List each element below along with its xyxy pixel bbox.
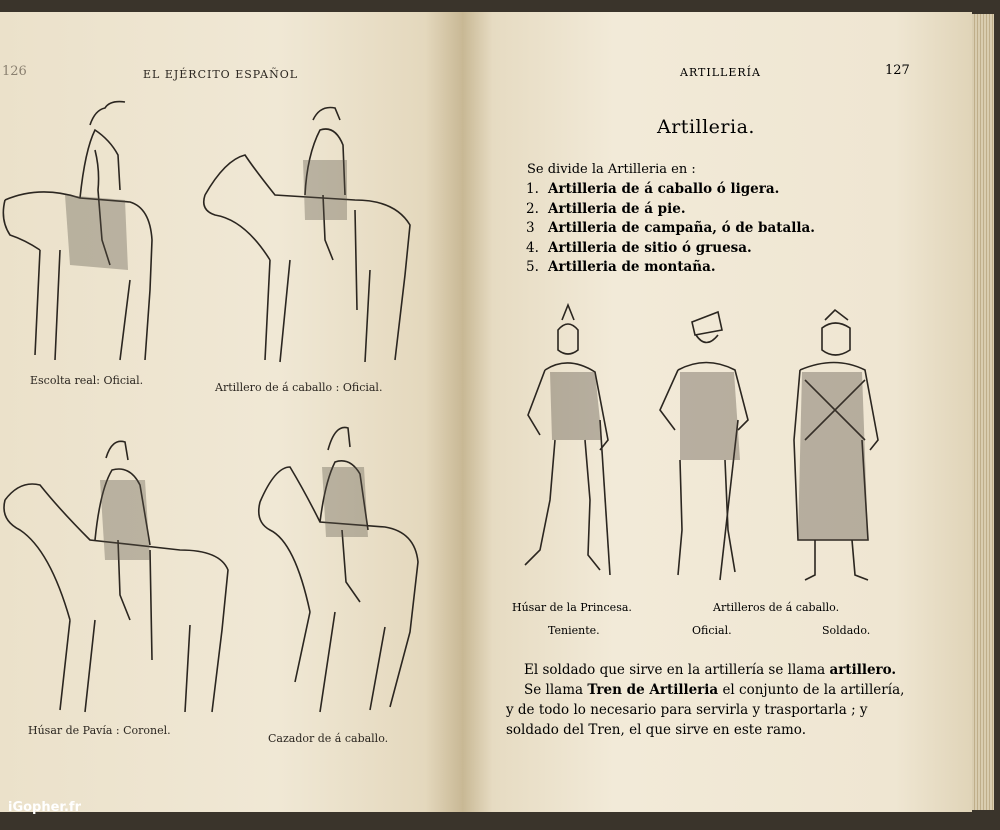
paragraph-tren <box>506 680 916 740</box>
term-tren-artilleria: Tren de Artilleria <box>587 682 719 698</box>
left-page <box>0 12 462 812</box>
artillery-types-list <box>526 180 815 278</box>
illustration-husar-pavia <box>0 420 235 720</box>
caption-teniente: Teniente. <box>548 624 600 637</box>
paragraph-artillero <box>506 660 916 680</box>
caption-oficial: Oficial. <box>692 624 732 637</box>
term-artillero: artillero. <box>829 662 897 678</box>
list-item-text: Artilleria de á pie. <box>548 200 686 217</box>
caption-artilleros-caballo: Artilleros de á caballo. <box>713 601 840 614</box>
section-title: Artilleria. <box>657 116 755 138</box>
caption-husar-pavia: Húsar de Pavía : Coronel. <box>28 724 171 737</box>
body-text <box>506 660 916 740</box>
illustration-standing-soldiers <box>510 300 890 590</box>
list-item-number: 3 <box>526 220 535 236</box>
paragraph-text: el conjunto de la artillería, y de todo lo necesario para servirla y trasportarla ; y soldado del Tren, el que sirve en este ramo. <box>506 682 905 738</box>
caption-soldado: Soldado. <box>822 624 871 637</box>
page-number-left: 126 <box>2 64 27 79</box>
paragraph-text: El soldado que sirve en la artillería se llama <box>524 662 830 678</box>
caption-cazador-caballo: Cazador de á caballo. <box>268 732 389 745</box>
list-item <box>526 219 815 239</box>
watermark: iGopher.fr <box>8 800 81 815</box>
list-item <box>526 180 815 200</box>
page-edges <box>972 14 994 810</box>
list-item-number: 4. <box>526 239 539 256</box>
intro-text: Se divide la Artilleria en : <box>527 162 696 177</box>
caption-escolta-real: Escolta real: Oficial. <box>30 374 144 387</box>
list-item <box>526 239 815 259</box>
list-item <box>526 200 815 220</box>
list-item-text: Artilleria de campaña, ó de batalla. <box>548 220 815 236</box>
list-item-number: 2. <box>526 200 539 217</box>
illustration-escolta-real <box>0 90 175 375</box>
paragraph-text: Se llama <box>524 682 588 698</box>
page-number-right: 127 <box>885 63 910 78</box>
list-item <box>526 258 815 278</box>
running-header-left: EL EJÉRCITO ESPAÑOL <box>143 68 299 81</box>
running-header-right: ARTILLERÍA <box>680 66 761 79</box>
caption-husar-princesa: Húsar de la Princesa. <box>512 601 632 614</box>
list-item-number: 5. <box>526 259 539 275</box>
list-item-text: Artilleria de á caballo ó ligera. <box>548 181 780 197</box>
list-item-number: 1. <box>526 181 539 197</box>
illustration-artillero-caballo <box>195 100 430 375</box>
list-item-text: Artilleria de sitio ó gruesa. <box>548 239 752 256</box>
caption-artillero-caballo: Artillero de á caballo : Oficial. <box>215 381 383 394</box>
illustration-cazador-caballo <box>250 412 425 722</box>
list-item-text: Artilleria de montaña. <box>548 259 716 275</box>
